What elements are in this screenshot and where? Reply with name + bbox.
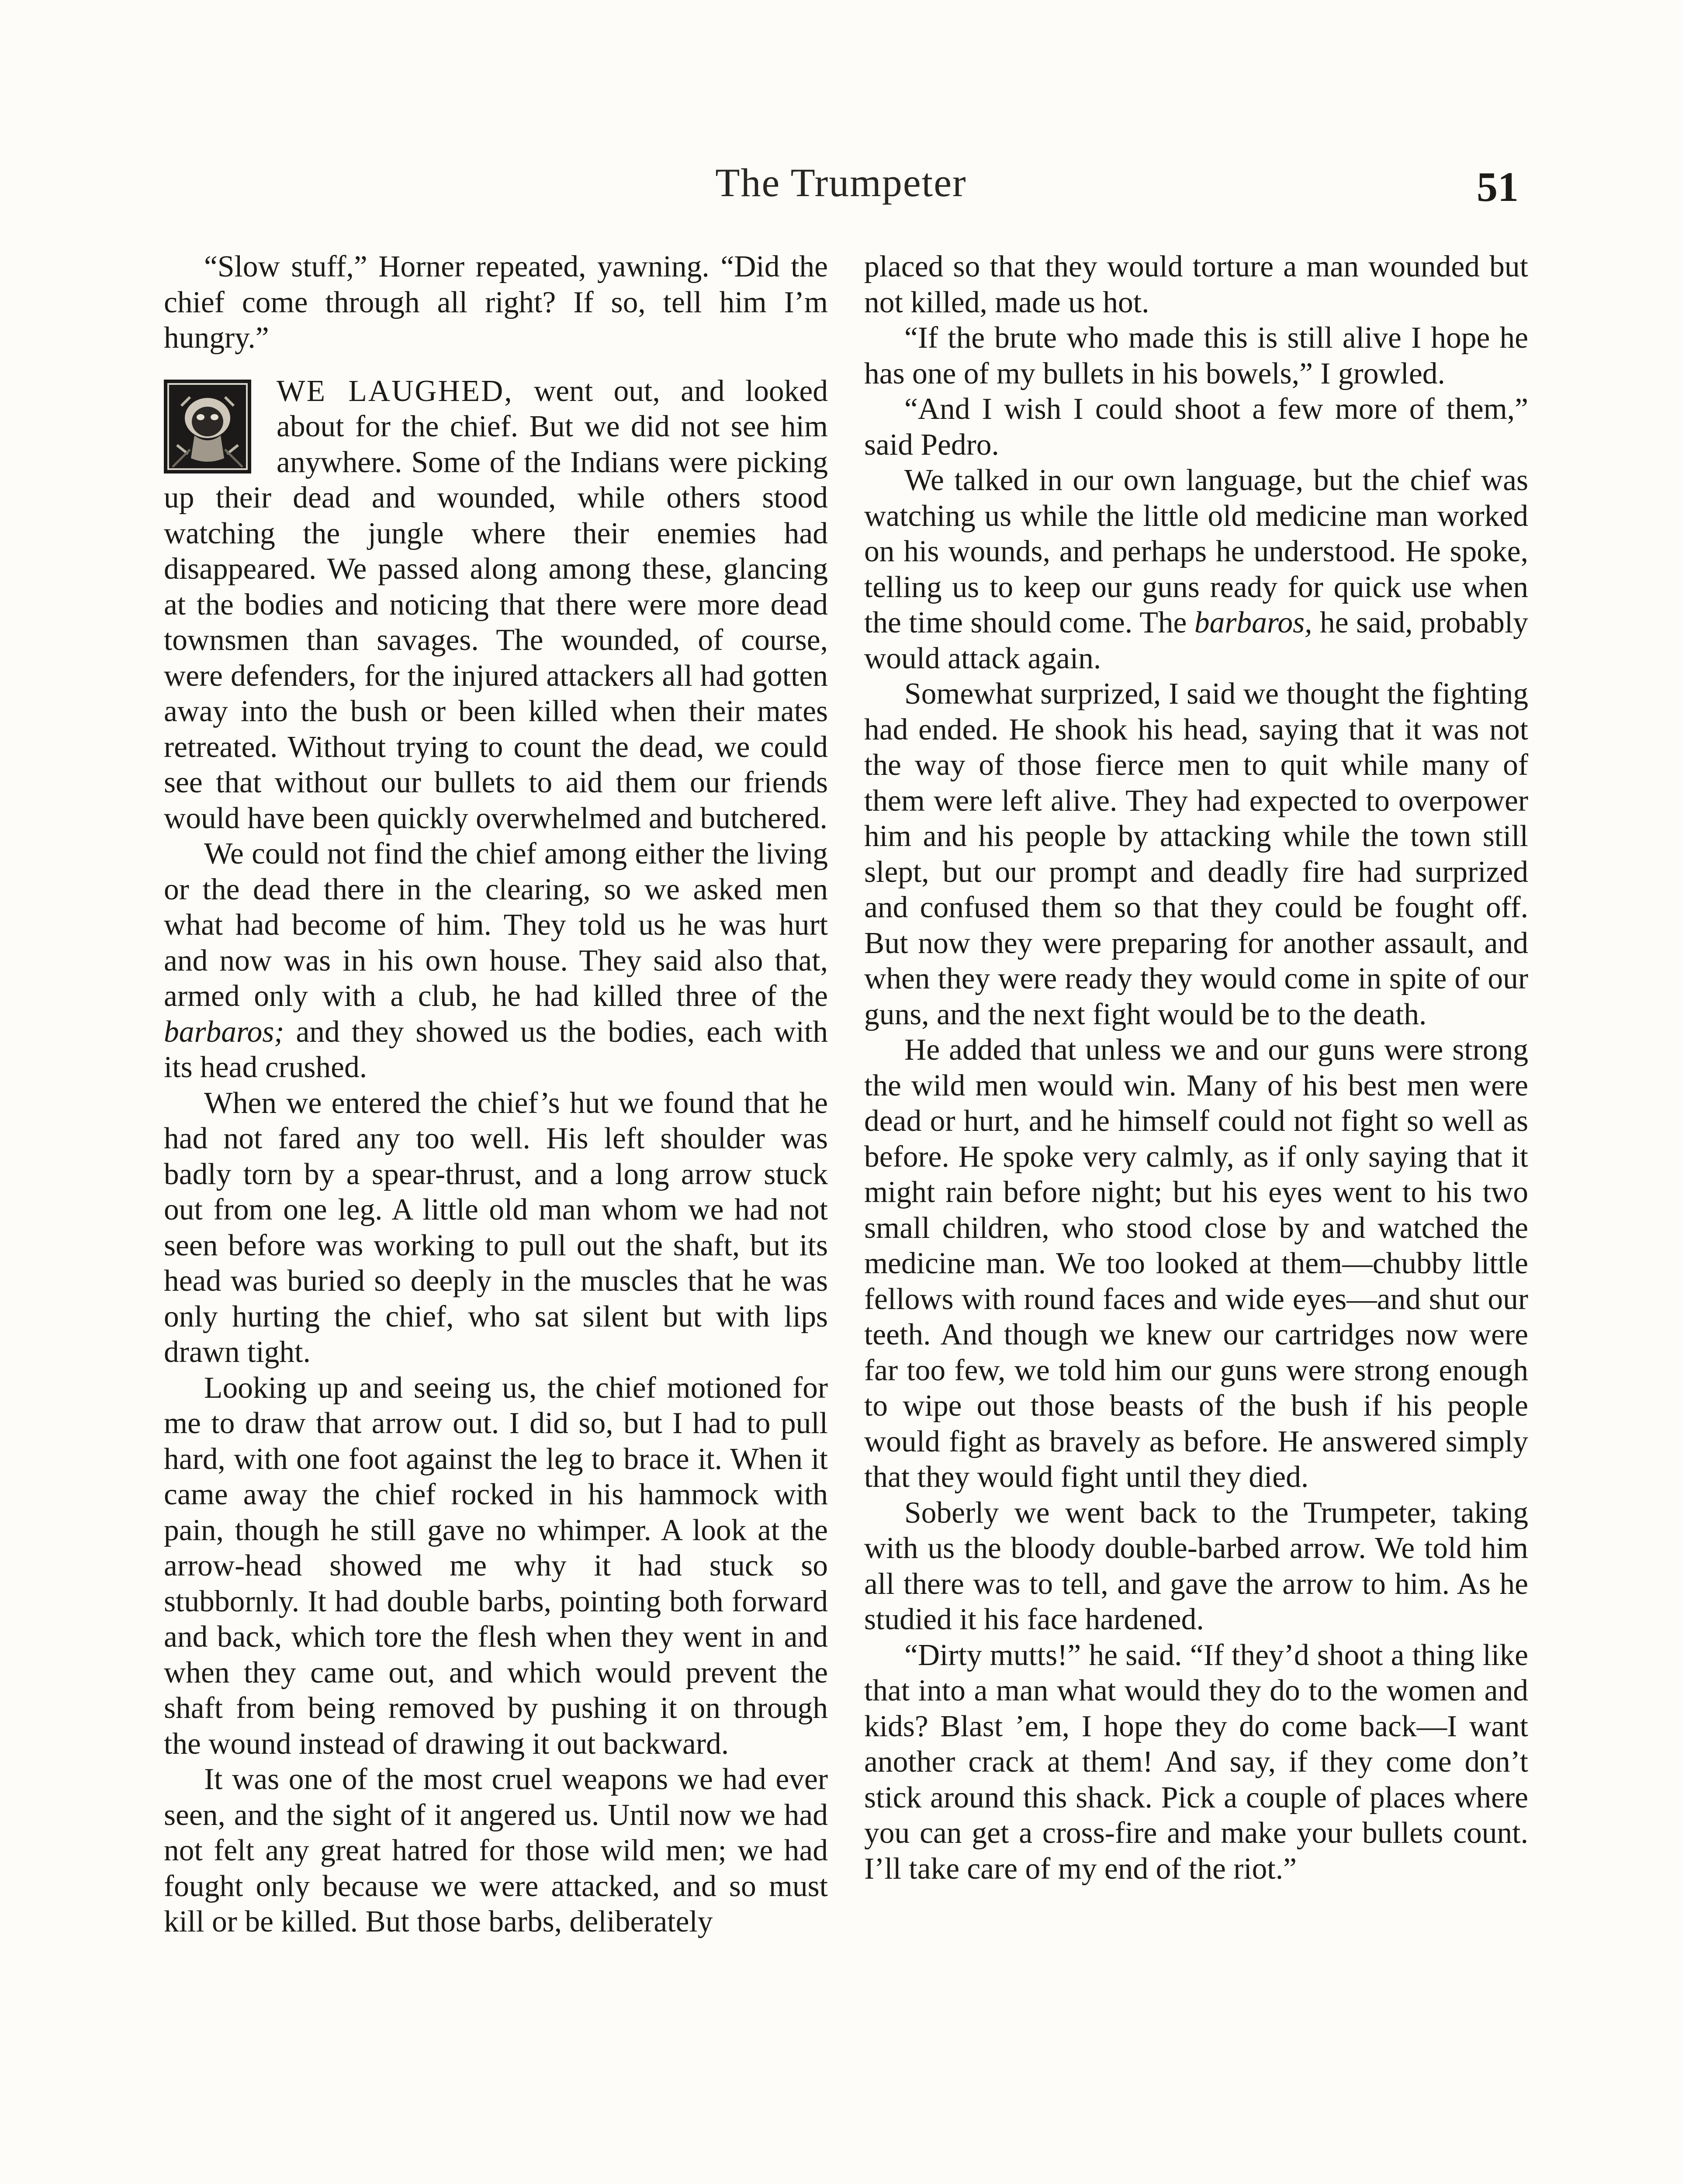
- paragraph: Somewhat surprized, I said we thought the fighting had ended. He shook his head, saying that it was not the way of those fierce men to quit while many of them were left alive. They had expected to overpower him and his people by attacking while the town still slept, but our prompt and deadly fire had surprized and confused them so that they could be fought off. But now they were preparing for another assault, and when they were ready they would come in spite of our guns, and the next fight would be to the death.: [864, 677, 1528, 1031]
- paragraph: Looking up and seeing us, the chief motioned for me to draw that arrow out. I did so, but I had to pull hard, with one foot against the leg to brace it. When it came away the chief rocked in his hammock with pain, though he still gave no whimper. A look at the arrow-head showed me why it had stuck so stubbornly. It had double barbs, pointing both forward and back, which tore the flesh when they went in and when they came out, and which would prevent the shaft from being removed by pushing it on through the wound instead of drawing it out backward.: [164, 1371, 828, 1761]
- paragraph-text: We talked in our own language, but the chief was watching us while the little old medicine man worked on his wounds, and perhaps he understood. He spoke, telling us to keep our guns ready for quick use when the time should come. The: [864, 463, 1528, 639]
- paragraph: Soberly we went back to the Trumpeter, taking with us the bloody double-barbed arrow. We told him all there was to tell, and gave the arrow to him. As he studied it his face hardened.: [864, 1496, 1528, 1636]
- paragraph: [864, 463, 1528, 676]
- paragraph: “And I wish I could shoot a few more of them,” said Pedro.: [864, 392, 1528, 462]
- section-opening-paragraph: [164, 373, 828, 836]
- lead-in-caps: WE LAUGHED,: [277, 374, 513, 408]
- right-column: [864, 249, 1528, 1887]
- woodcut-ornament-icon: [164, 380, 251, 473]
- paragraph-text: “Slow stuff,” Horner repeated, yawning.: [204, 250, 709, 283]
- paragraph: He added that unless we and our guns were strong the wild men would win. Many of his best men were dead or hurt, and he himself could not fight so well as before. He spoke very calmly, as if only saying that it might rain before night; but his eyes went to his two small children, who stood close by and watched the medicine man. We too looked at them—chubby little fellows with round faces and wide eyes—and shut our teeth. And though we knew our cartridges now were far too few, we told him our guns were strong enough to wipe out those beasts of the bush if his people would fight as bravely as before. He answered simply that they would fight until they died.: [864, 1033, 1528, 1494]
- paragraph-text: “Did the chief come through all right? If so, tell him I’m hungry.”: [164, 250, 828, 355]
- paragraph: [164, 249, 828, 356]
- left-column: [164, 249, 828, 1940]
- paragraph: “If the brute who made this is still alive I hope he has one of my bullets in his bowels,” I growled.: [864, 321, 1528, 390]
- paragraph: [164, 836, 828, 1085]
- paragraph: “Dirty mutts!” he said. “If they’d shoot a thing like that into a man what would they do to the women and kids? Blast ’em, I hope they do come back—I want another crack at them! And say, if they come don’t stick around this shack. Pick a couple of places where you can get a cross-fire and make your bullets count. I’ll take care of my end of the riot.”: [864, 1638, 1528, 1886]
- paragraph: placed so that they would torture a man wounded but not killed, made us hot.: [864, 250, 1528, 319]
- italic-term: barbaros;: [164, 1015, 284, 1049]
- paragraph-text: he said, probably would attack again.: [864, 606, 1528, 675]
- paragraph-text: We could not find the chief among either the living or the dead there in the clearing, so we asked men what had become of him. They told us he was hurt and now was in his own house. They said also that, armed only with a club, he had killed three of the: [164, 837, 828, 1013]
- paragraph-text: and they showed us the bodies, each with its head crushed.: [164, 1015, 828, 1084]
- running-title: The Trumpeter: [715, 160, 967, 205]
- paragraph-text: went out, and looked about for the chief. But we did not see him anywhere. Some of the Indians were picking up their dead and wounded, while others stood watching the jungle where their enemies had disappeared. We passed along among these, glancing at the bodies and noticing that there were more dead townsmen than savages. The wounded, of course, were defenders, for the injured attackers all had gotten away into the bush or been killed when their mates retreated. Without trying to count the dead, we could see that without our bullets to aid them our friends would have been quickly overwhelmed and butchered.: [164, 374, 828, 835]
- italic-term: barbaros,: [1194, 606, 1312, 639]
- paragraph: When we entered the chief’s hut we found that he had not fared any too well. His left shoulder was badly torn by a spear-thrust, and a long arrow stuck out from one leg. A little old man whom we had not seen before was working to pull out the shaft, but its head was buried so deeply in the muscles that he was only hurting the chief, who sat silent but with lips drawn tight.: [164, 1086, 828, 1369]
- paragraph: It was one of the most cruel weapons we had ever seen, and the sight of it angered us. Until now we had not felt any great hatred for those wild men; we had fought only because we were attacked, and so must kill or be killed. But those barbs, deliberately: [164, 1762, 828, 1939]
- page-number: 51: [1477, 163, 1519, 210]
